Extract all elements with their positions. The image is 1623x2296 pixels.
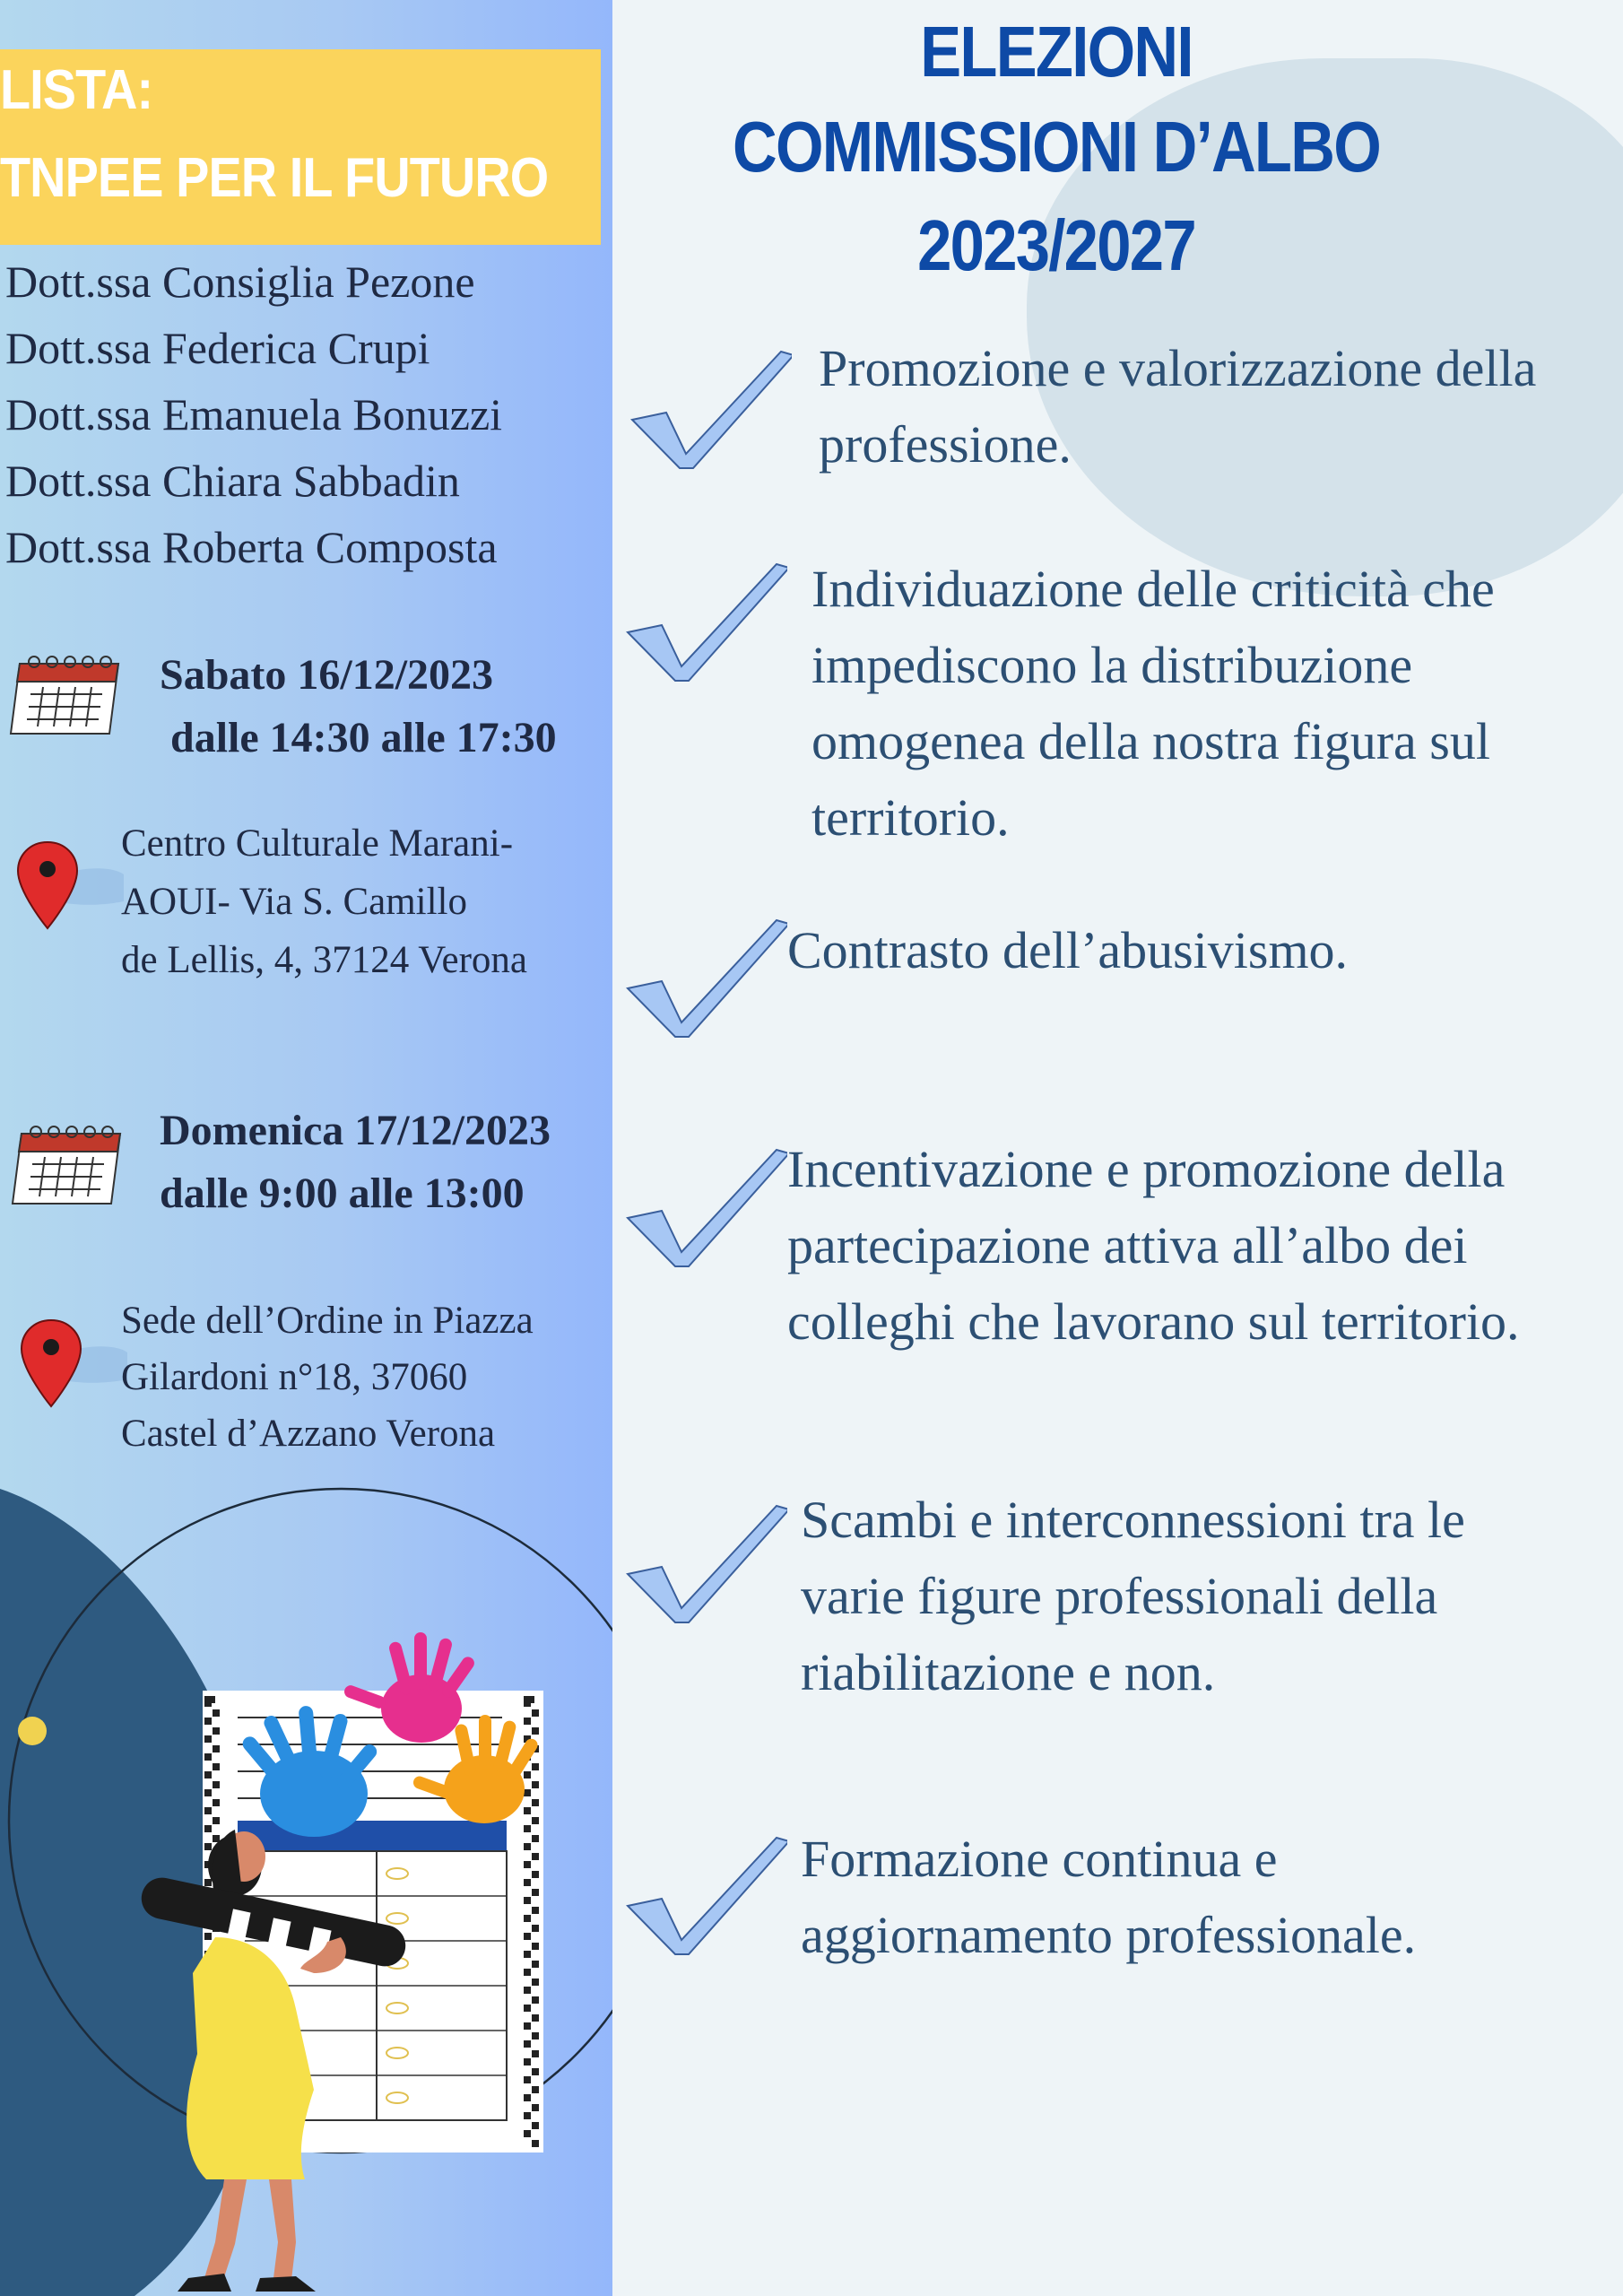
voter-illustration bbox=[0, 1471, 612, 2296]
goal-line: Formazione continua e bbox=[801, 1830, 1278, 1888]
goal-line: Promozione e valorizzazione della bbox=[819, 339, 1537, 397]
session-address-line: AOUI- Via S. Camillo bbox=[121, 881, 467, 923]
session-address-line: Sede dell’Ordine in Piazza bbox=[121, 1300, 534, 1342]
session-day: Domenica 17/12/2023 bbox=[160, 1107, 551, 1154]
map-pin-icon bbox=[16, 839, 124, 937]
checkmark-icon bbox=[626, 1834, 787, 1960]
goal-line: partecipazione attiva all’albo dei bbox=[787, 1216, 1468, 1274]
checkmark-icon bbox=[626, 1146, 787, 1272]
checkmark-icon bbox=[630, 348, 792, 474]
left-panel bbox=[0, 0, 612, 2296]
session-hours: dalle 14:30 alle 17:30 bbox=[170, 714, 557, 761]
candidate-name: Dott.ssa Emanuela Bonuzzi bbox=[5, 389, 503, 439]
session-address-line: Castel d’Azzano Verona bbox=[121, 1413, 496, 1455]
checkmark-icon bbox=[626, 917, 787, 1042]
checkmark-icon bbox=[626, 561, 787, 686]
goal-line: aggiornamento professionale. bbox=[801, 1906, 1417, 1964]
goal-line: Contrasto dell’abusivismo. bbox=[787, 921, 1349, 979]
session-address-line: Gilardoni n°18, 37060 bbox=[121, 1356, 468, 1398]
calendar-icon bbox=[5, 1121, 122, 1211]
session-hours: dalle 9:00 alle 13:00 bbox=[160, 1170, 525, 1217]
goal-line: Individuazione delle criticità che bbox=[812, 560, 1495, 618]
goal-line: Incentivazione e promozione della bbox=[787, 1140, 1506, 1198]
candidate-name: Dott.ssa Chiara Sabbadin bbox=[5, 456, 460, 506]
goal-line: varie figure professionali della bbox=[801, 1567, 1438, 1625]
goal-line: riabilitazione e non. bbox=[801, 1643, 1216, 1701]
candidate-name: Dott.ssa Federica Crupi bbox=[5, 323, 430, 373]
title-line: 2023/2027 bbox=[917, 205, 1195, 285]
goal-line: colleghi che lavorano sul territorio. bbox=[787, 1292, 1520, 1351]
goal-line: omogenea della nostra figura sul bbox=[812, 712, 1490, 770]
title-line: COMMISSIONI D’ALBO bbox=[732, 107, 1380, 187]
map-pin-icon bbox=[20, 1317, 127, 1415]
goal-line: Scambi e interconnessioni tra le bbox=[801, 1491, 1465, 1549]
list-label-line1: LISTA: bbox=[0, 59, 153, 121]
session-address-line: de Lellis, 4, 37124 Verona bbox=[121, 939, 528, 981]
goal-line: professione. bbox=[819, 415, 1072, 474]
title-line: ELEZIONI bbox=[920, 12, 1193, 91]
candidate-name: Dott.ssa Roberta Composta bbox=[5, 522, 498, 572]
list-banner bbox=[0, 49, 601, 245]
checkmark-icon bbox=[626, 1502, 787, 1628]
list-name: TNPEE PER IL FUTURO bbox=[0, 147, 549, 209]
session-day: Sabato 16/12/2023 bbox=[160, 651, 494, 699]
calendar-icon bbox=[4, 651, 120, 741]
goal-line: impediscono la distribuzione bbox=[812, 636, 1413, 694]
right-panel bbox=[612, 0, 1623, 2296]
goal-line: territorio. bbox=[812, 788, 1010, 847]
session-address-line: Centro Culturale Marani- bbox=[121, 822, 514, 865]
candidate-name: Dott.ssa Consiglia Pezone bbox=[5, 257, 475, 307]
